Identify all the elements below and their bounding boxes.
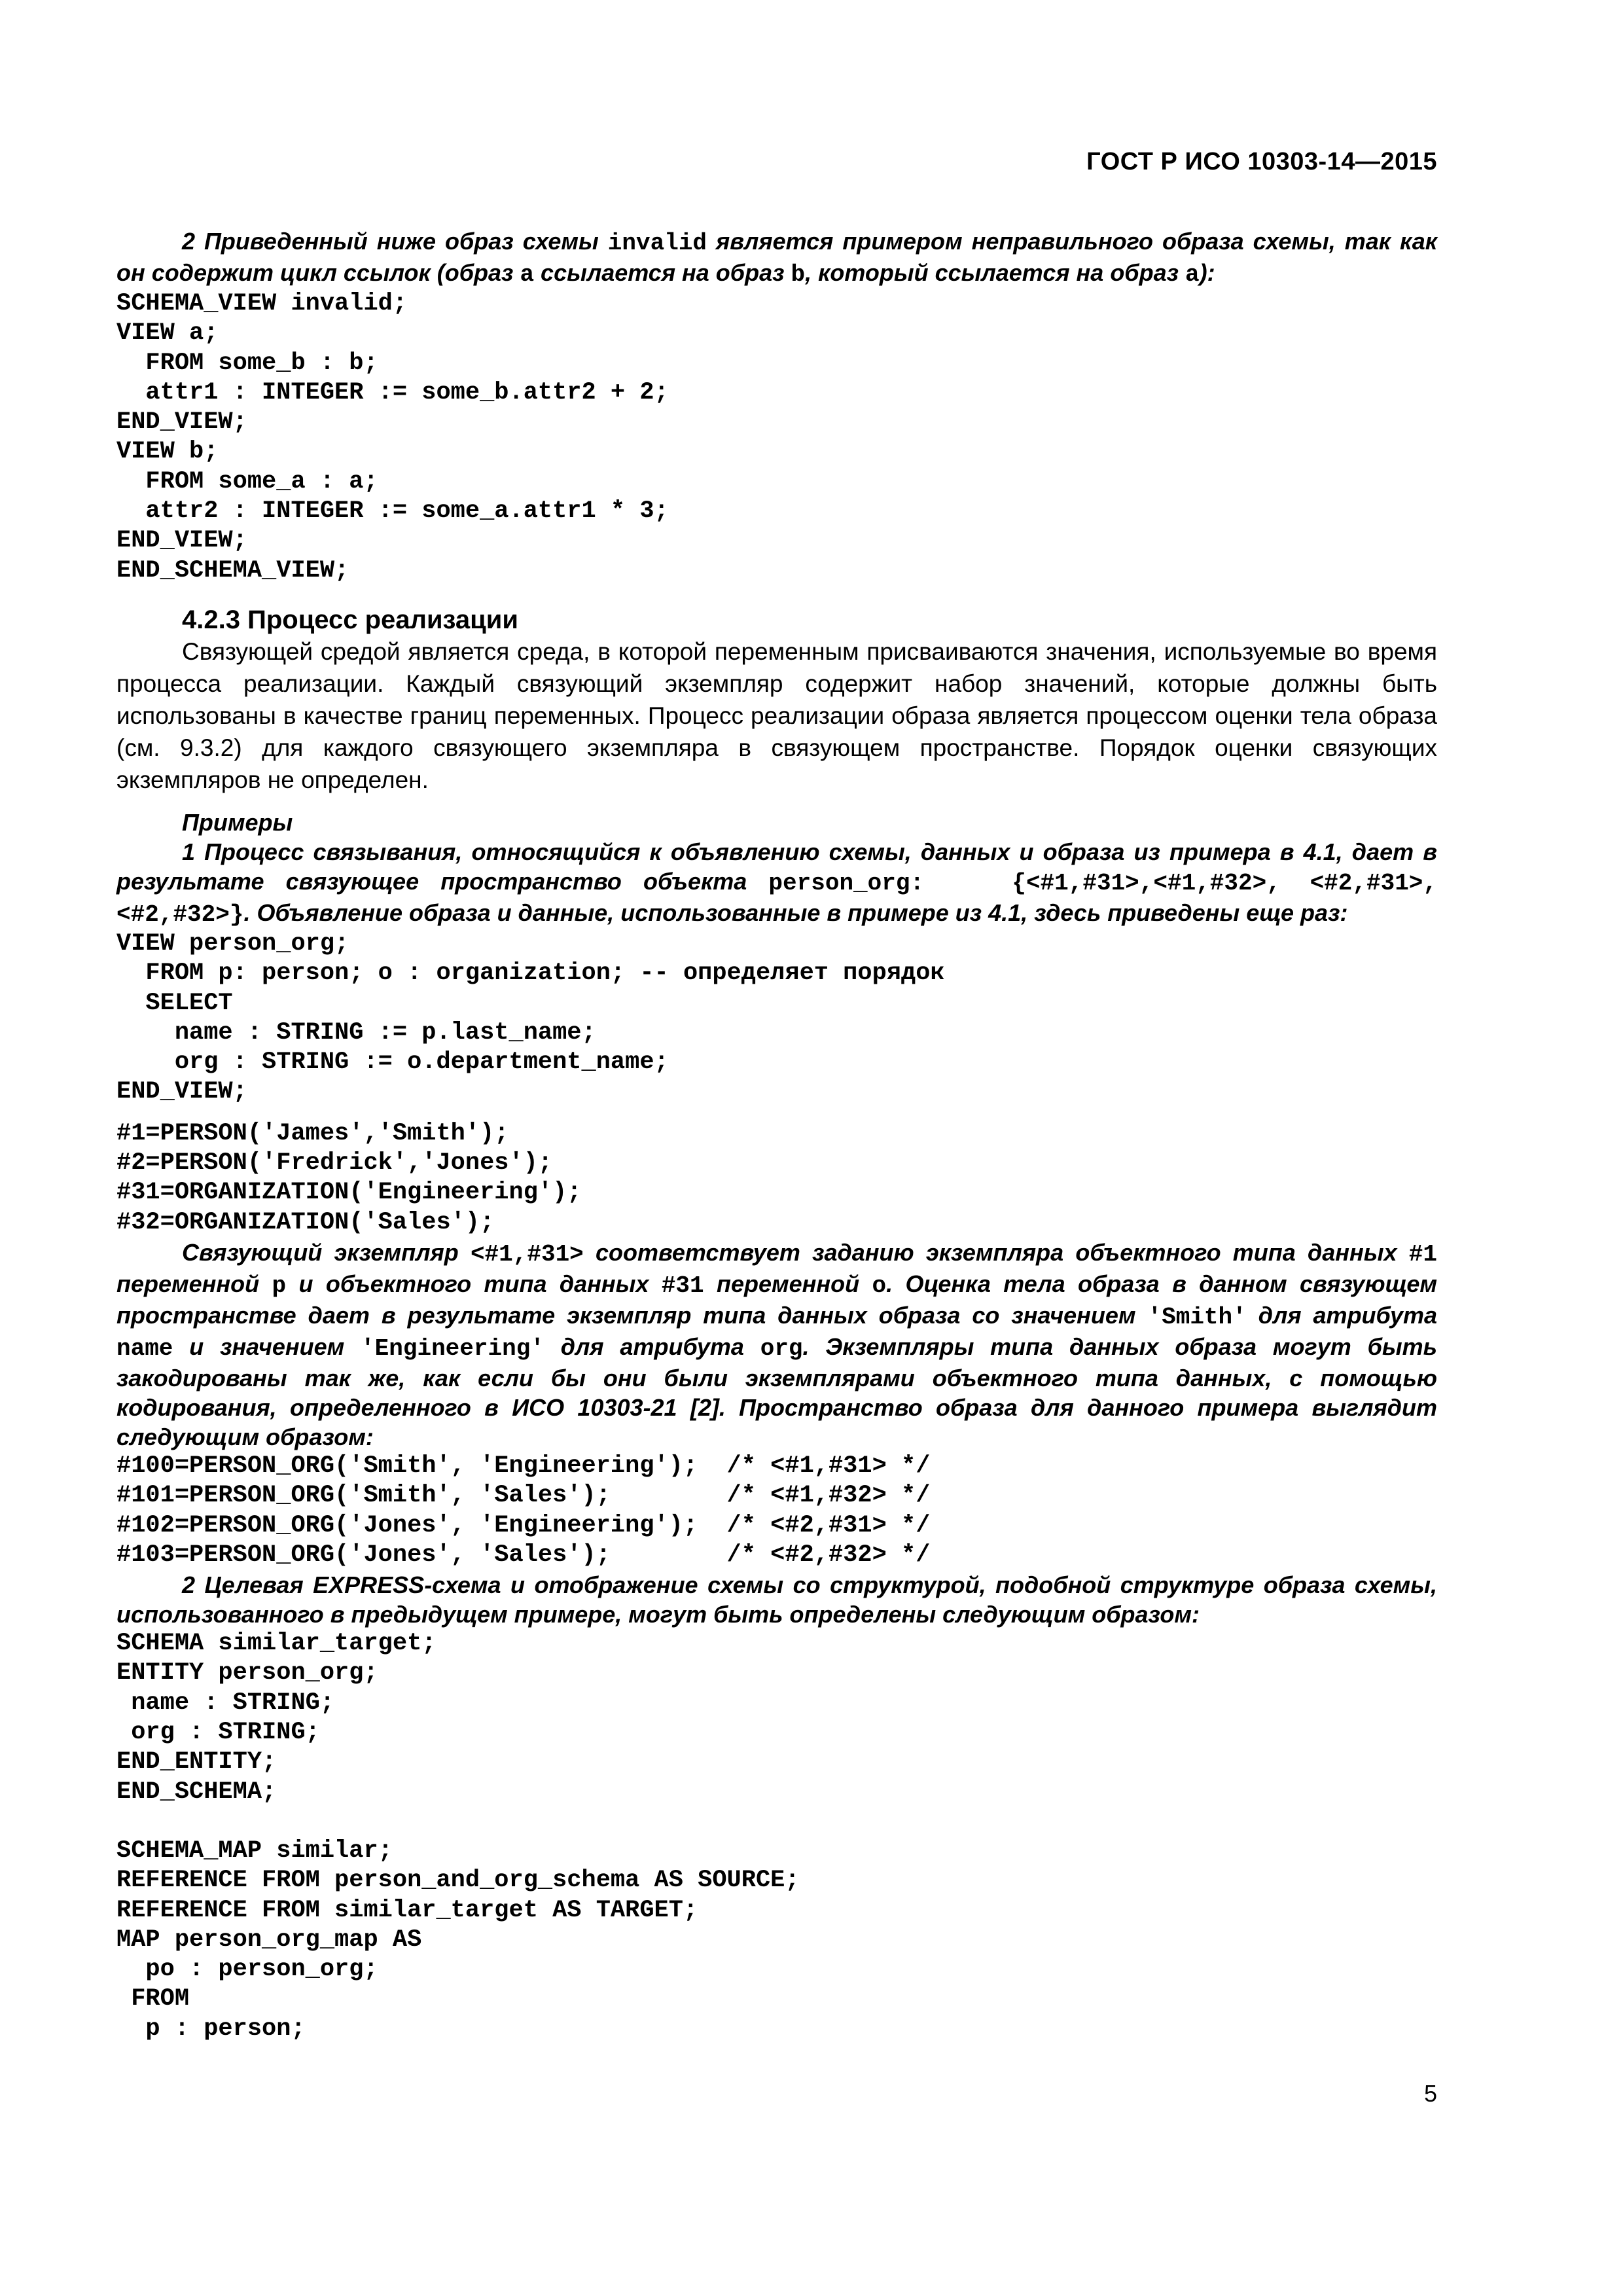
text-run: является примером неправильного образа схемы, так как он содержит цикл ссылок (образ <box>116 228 1438 286</box>
code-term: {<#1,#31>,<#1,#32>, <#2,#31>,<#2,#32>} <box>116 869 1438 928</box>
example-1-paragraph <box>116 837 1437 929</box>
code-block-schema-map: SCHEMA_MAP similar; REFERENCE FROM person_and_org_schema AS SOURCE; REFERENCE FROM similar_target AS TARGET; MAP person_org_map AS po : person_org; FROM p : person; <box>116 1837 800 2043</box>
text-run: Связующий экземпляр <box>182 1238 471 1266</box>
text-run: . Экземпляры типа данных образа могут быть закодированы так же, как если бы они были экземплярами объектного типа данных, с помощью кодирования, определенного в ИСО 10303-21 [2]. Пространство образа для данного примера выглядит следующим образом: <box>116 1333 1437 1450</box>
code-term: org <box>760 1335 803 1362</box>
text-run: 1 Процесс связывания, относящийся к объявлению схемы, данных и образа из примера в 4.1, дает в результате связующее пространство объекта <box>116 838 1437 895</box>
page-number: 5 <box>1423 2080 1437 2107</box>
text-run: . Объявление образа и данные, использованные в примере из 4.1, здесь приведены еще раз: <box>243 899 1348 926</box>
page-content <box>116 226 1437 2044</box>
code-term: p <box>272 1272 287 1299</box>
section-heading: 4.2.3 Процесс реализации <box>182 605 518 634</box>
code-term: 'Engineering' <box>361 1335 544 1362</box>
text-run: . Оценка тела образа в данном связующем пространстве дает в результате экземпляр типа данных образа со значением <box>116 1270 1438 1329</box>
examples-title: Примеры <box>182 808 293 836</box>
code-term: o <box>872 1272 887 1299</box>
code-term: a <box>520 261 535 288</box>
code-block-schema-view-invalid: SCHEMA_VIEW invalid; VIEW a; FROM some_b : b; attr1 : INTEGER := some_b.attr2 + 2; END_VIEW; VIEW b; FROM some_a : a; attr2 : INTEGER := some_a.attr1 * 3; END_VIEW; END_SCHEMA_VIEW; <box>116 290 669 584</box>
code-term: #1 <box>1408 1240 1438 1268</box>
section-body: Связующей средой является среда, в которой переменным присваиваются значения, используемые во время процесса реализации. Каждый связующий экземпляр содержит набор значений, которые должны быть использованы в качестве границ переменных. Процесс реализации образа является процессом оценки тела образа (см. 9.3.2) для каждого связующего экземпляра в связующем пространстве. Порядок оценки связующих экземпляров не определен. <box>116 637 1437 793</box>
code-term: invalid <box>607 230 707 257</box>
code-block-instances: #1=PERSON('James','Smith'); #2=PERSON('Fredrick','Jones'); #31=ORGANIZATION('Engineering'); #32=ORGANIZATION('Sales'); <box>116 1119 582 1236</box>
code-term: <#1,#31> <box>470 1240 584 1268</box>
text-run: ссылается на образ <box>534 259 791 286</box>
code-term: a <box>1185 261 1200 288</box>
code-term: person_org: <box>768 869 925 897</box>
text-run: переменной <box>116 1270 272 1297</box>
note-2-paragraph <box>116 226 1437 289</box>
text-run: соответствует заданию экземпляра объектного типа данных <box>583 1238 1409 1266</box>
code-term: #31 <box>661 1272 704 1299</box>
text-run: для атрибута <box>1246 1301 1437 1329</box>
text-run: ): <box>1199 259 1215 286</box>
code-term: b <box>791 261 806 288</box>
text-run: переменной <box>704 1270 872 1297</box>
code-block-view-person-org: VIEW person_org; FROM p: person; o : organization; -- определяет порядок SELECT name : STRING := p.last_name; org : STRING := o.department_name; END_VIEW; <box>116 929 945 1106</box>
binding-instance-paragraph <box>116 1238 1437 1452</box>
text-run: и значением <box>173 1333 361 1360</box>
text-run: для атрибута <box>544 1333 760 1360</box>
code-block-similar-target: SCHEMA similar_target; ENTITY person_org; name : STRING; org : STRING; END_ENTITY; END_SCHEMA; <box>116 1630 437 1806</box>
text-run: 2 Приведенный ниже образ схемы <box>182 228 608 255</box>
code-term: name <box>116 1335 173 1362</box>
code-term: 'Smith' <box>1147 1303 1247 1331</box>
document-code-header: ГОСТ Р ИСО 10303-14—2015 <box>1086 148 1437 175</box>
text-run: , который ссылается на образ <box>805 259 1185 286</box>
example-2-paragraph: 2 Целевая EXPRESS-схема и отображение схемы со структурой, подобной структуре образа схемы, использованного в предыдущем примере, могут быть определены следующим образом: <box>116 1571 1437 1628</box>
text-run: и объектного типа данных <box>286 1270 662 1297</box>
code-block-view-space: #100=PERSON_ORG('Smith', 'Engineering'); /* <#1,#31> */ #101=PERSON_ORG('Smith', 'Sales'); /* <#1,#32> */ #102=PERSON_ORG('Jones', 'Engineering'); /* <#2,#31> */ #103=PERSON_ORG('Jones', 'Sales'); /* <#2,#32> */ <box>116 1452 931 1569</box>
